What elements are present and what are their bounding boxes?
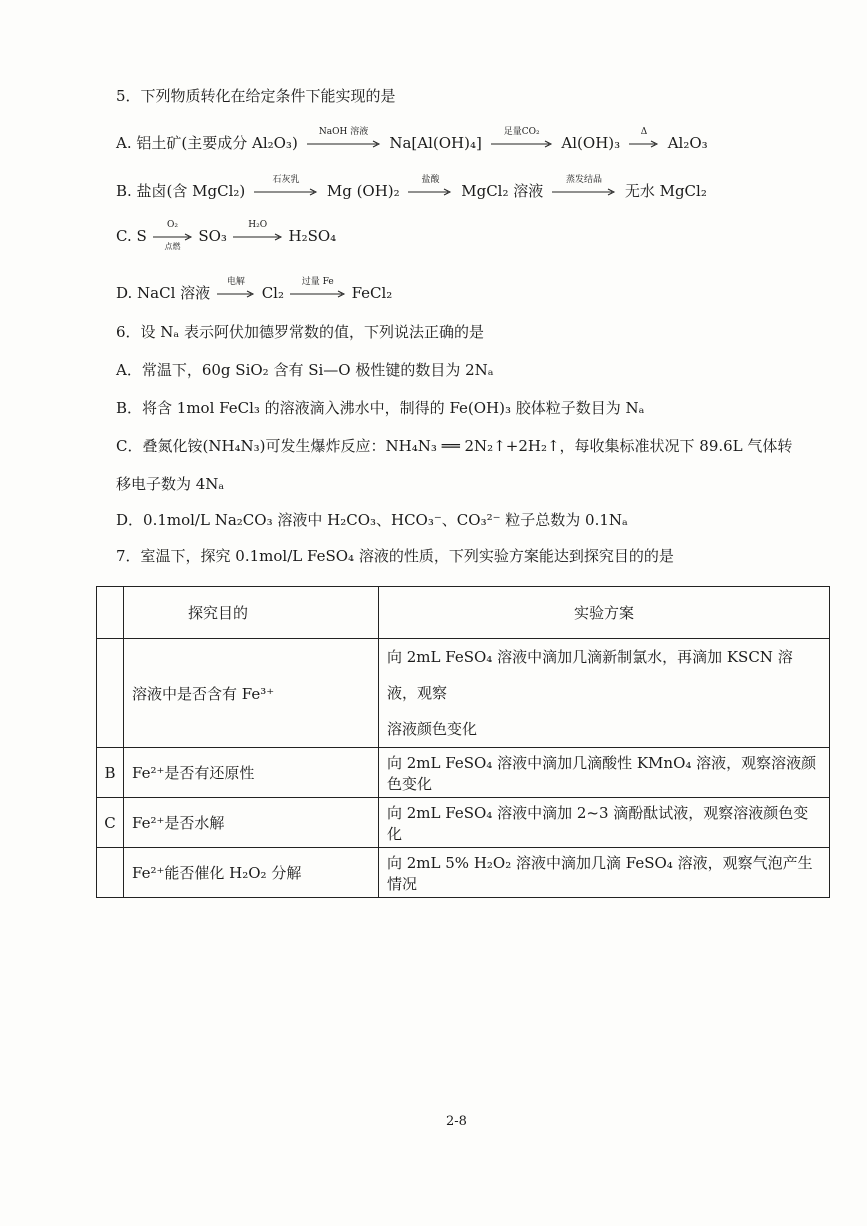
- header-goal: 探究目的: [124, 587, 379, 639]
- row-letter: [97, 639, 124, 748]
- row-plan-line1: 向 2mL FeSO₄ 溶液中滴加几滴新制氯水，再滴加 KSCN 溶液，观察: [387, 648, 793, 702]
- q6-option-b: B．将含 1mol FeCl₃ 的溶液滴入沸水中，制得的 Fe(OH)₃ 胶体粒子数目为 Nₐ: [116, 399, 645, 417]
- q5-b-label: B. 盐卤(含 MgCl₂): [116, 182, 246, 200]
- row-letter: [97, 848, 124, 898]
- row-plan-line2: 溶液颜色变化: [387, 720, 478, 738]
- q6-option-d: D．0.1mol/L Na₂CO₃ 溶液中 H₂CO₃、HCO₃⁻、CO₃²⁻ 粒子总数为 0.1Nₐ: [116, 511, 628, 529]
- q5-option-a: [116, 127, 708, 153]
- row-letter: C: [97, 798, 124, 848]
- q5-c-label: C. S: [116, 227, 147, 245]
- experiment-table: [96, 586, 830, 898]
- q6-stem: 6．设 Nₐ 表示阿伏加德罗常数的值，下列说法正确的是: [116, 323, 484, 341]
- table-row: [97, 748, 830, 798]
- reaction-arrow: 足量CO₂: [491, 140, 553, 148]
- q5-stem: 5．下列物质转化在给定条件下能实现的是: [116, 87, 396, 105]
- q5-c-product2: H₂SO₄: [288, 227, 337, 245]
- reaction-arrow: NaOH 溶液: [307, 140, 381, 148]
- q5-d-label: D. NaCl 溶液: [116, 284, 211, 302]
- q5-a-product2: Al(OH)₃: [561, 134, 621, 152]
- q6-option-a: A．常温下，60g SiO₂ 含有 Si—O 极性键的数目为 2Nₐ: [116, 361, 494, 379]
- reaction-arrow: H₂O: [233, 233, 283, 241]
- reaction-arrow: 蒸发结晶: [552, 188, 616, 196]
- q5-b-product2: MgCl₂ 溶液: [461, 182, 544, 200]
- row-goal: Fe²⁺是否水解: [124, 798, 379, 848]
- q5-option-c: [116, 220, 337, 251]
- row-letter: B: [97, 748, 124, 798]
- q5-c-product1: SO₃: [198, 227, 227, 245]
- page-number: 2-8: [446, 1114, 467, 1129]
- q5-a-product3: Al₂O₃: [667, 134, 708, 152]
- row-plan: 向 2mL FeSO₄ 溶液中滴加 2~3 滴酚酞试液，观察溶液颜色变化: [379, 798, 830, 848]
- reaction-arrow: 过量 Fe: [290, 290, 346, 298]
- q6-option-c-continued: 移电子数为 4Nₐ: [116, 475, 225, 493]
- table-row: [97, 798, 830, 848]
- q5-a-label: A. 铝土矿(主要成分 Al₂O₃): [116, 134, 298, 152]
- row-goal: 溶液中是否含有 Fe³⁺: [124, 639, 379, 748]
- table-row: [97, 639, 830, 748]
- row-plan: [379, 639, 830, 748]
- row-goal: Fe²⁺是否有还原性: [124, 748, 379, 798]
- reaction-arrow: O₂ 点燃: [153, 233, 193, 241]
- table-header-row: [97, 587, 830, 639]
- reaction-arrow: 石灰乳: [254, 188, 318, 196]
- q5-option-b: [116, 175, 707, 201]
- q5-option-d: [116, 277, 393, 303]
- q7-stem: 7．室温下，探究 0.1mol/L FeSO₄ 溶液的性质，下列实验方案能达到探究目的的是: [116, 547, 674, 565]
- q5-b-product3: 无水 MgCl₂: [624, 182, 707, 200]
- q5-d-product2: FeCl₂: [351, 284, 393, 302]
- table-cell: [97, 587, 124, 639]
- q6-option-c: C．叠氮化铵(NH₄N₃)可发生爆炸反应：NH₄N₃ ══ 2N₂↑+2H₂↑，每收集标准状况下 89.6L 气体转: [116, 437, 793, 455]
- q5-a-product1: Na[Al(OH)₄]: [389, 134, 482, 152]
- reaction-arrow: 电解: [217, 290, 255, 298]
- q5-d-product1: Cl₂: [261, 284, 284, 302]
- table-row: [97, 848, 830, 898]
- row-plan: 向 2mL FeSO₄ 溶液中滴加几滴酸性 KMnO₄ 溶液，观察溶液颜色变化: [379, 748, 830, 798]
- reaction-arrow: Δ: [629, 140, 659, 148]
- reaction-arrow: 盐酸: [408, 188, 452, 196]
- row-goal: Fe²⁺能否催化 H₂O₂ 分解: [124, 848, 379, 898]
- header-plan: 实验方案: [379, 587, 830, 639]
- q5-b-product1: Mg (OH)₂: [326, 182, 400, 200]
- row-plan: 向 2mL 5% H₂O₂ 溶液中滴加几滴 FeSO₄ 溶液，观察气泡产生情况: [379, 848, 830, 898]
